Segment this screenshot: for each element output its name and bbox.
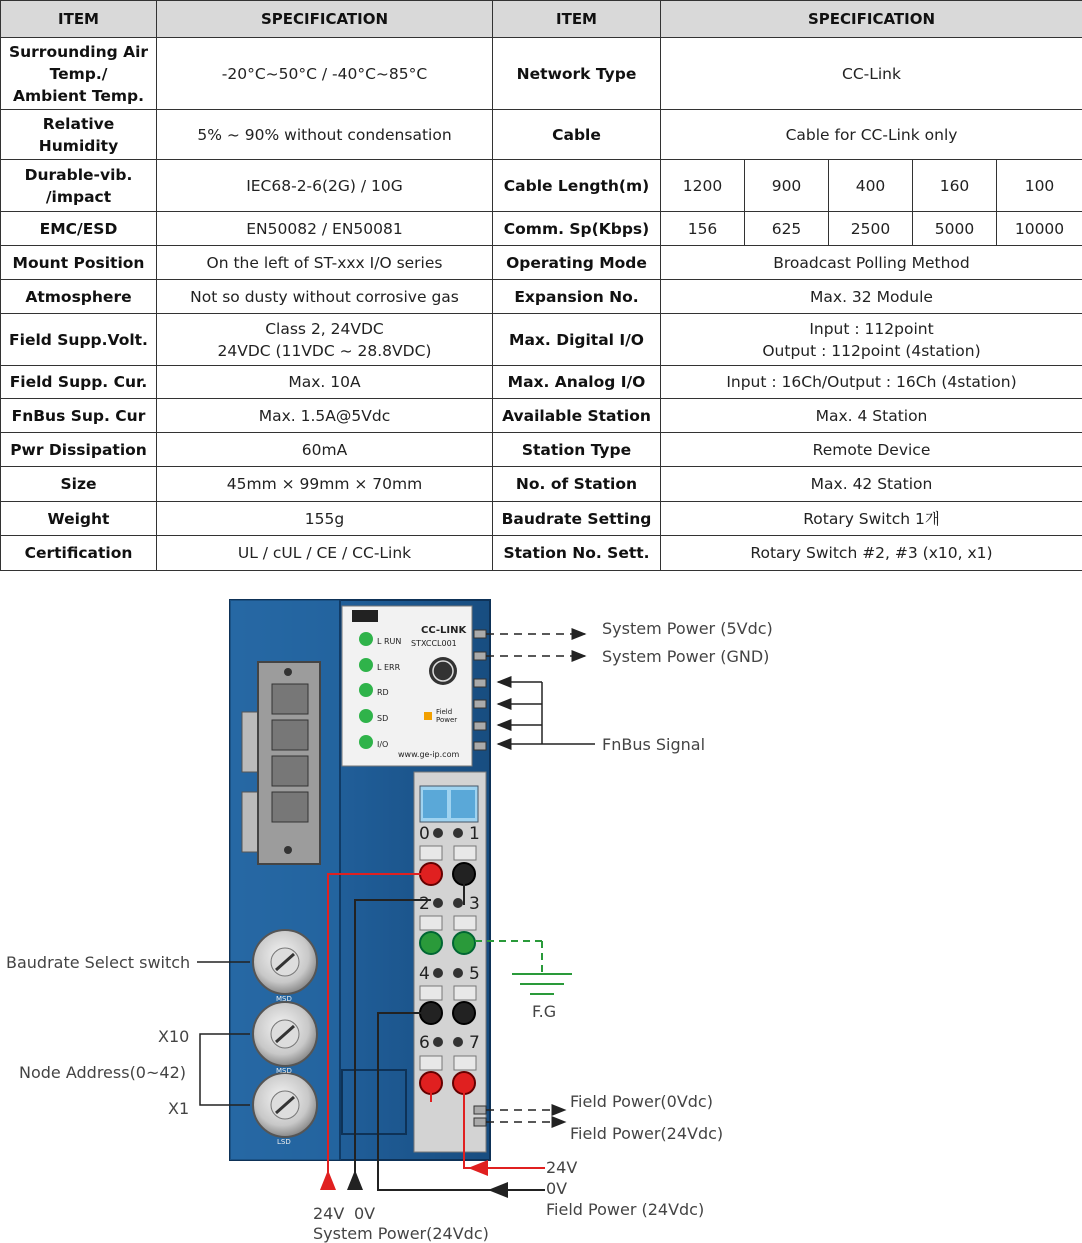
- row-item: Station No. Sett.: [493, 536, 661, 571]
- channel-label-0: 0: [419, 824, 430, 844]
- table-row: [1, 38, 1082, 110]
- row-spec: Max. 42 Station: [661, 467, 1082, 502]
- led-sd: [359, 709, 373, 723]
- comm-speed-value: 10000: [997, 212, 1082, 246]
- led-label-l-err: L ERR: [377, 663, 401, 672]
- table-row: [1, 110, 1082, 160]
- row-spec: EN50082 / EN50081: [157, 212, 493, 246]
- channel-label-1: 1: [469, 824, 480, 844]
- row-spec: Max. 4 Station: [661, 399, 1082, 433]
- row-spec: Max. 10A: [157, 366, 493, 399]
- row-item: Network Type: [493, 38, 661, 110]
- row-item: Weight: [1, 502, 157, 536]
- led-label-sd: SD: [377, 714, 389, 723]
- row-item: Max. Digital I/O: [493, 314, 661, 366]
- field-power-arrows: [486, 1110, 565, 1122]
- row-spec: Class 2, 24VDC 24VDC (11VDC ~ 28.8VDC): [157, 314, 493, 366]
- row-item: Field Supp. Cur.: [1, 366, 157, 399]
- table-row: [1, 246, 1082, 280]
- table-row: [1, 536, 1082, 571]
- row-spec: Input : 112point Output : 112point (4station): [661, 314, 1082, 366]
- channel-label-5: 5: [469, 964, 480, 984]
- label-field-power-24vdc: Field Power (24Vdc): [546, 1200, 705, 1219]
- channel-display: [420, 786, 478, 822]
- cable-length-value: 1200: [661, 160, 745, 212]
- module-model: STXCCL001: [411, 639, 457, 648]
- row-spec: Rotary Switch 1개: [661, 502, 1082, 536]
- row-item: Mount Position: [1, 246, 157, 280]
- comm-speed-value: 625: [745, 212, 829, 246]
- led-label-l-run: L RUN: [377, 637, 402, 646]
- table-row: [1, 467, 1082, 502]
- terminal-3: [453, 932, 475, 954]
- comm-speed-value: 156: [661, 212, 745, 246]
- row-item: Durable-vib. /impact: [1, 160, 157, 212]
- wiring-diagram-svg: [0, 572, 1082, 1243]
- row-spec: Rotary Switch #2, #3 (x10, x1): [661, 536, 1082, 571]
- header-specification: SPECIFICATION: [661, 1, 1082, 38]
- row-spec: IEC68-2-6(2G) / 10G: [157, 160, 493, 212]
- label-fg: F.G: [532, 1002, 557, 1021]
- label-baudrate-switch: Baudrate Select switch: [6, 953, 191, 972]
- channel-label-3: 3: [469, 894, 480, 914]
- row-item: Baudrate Setting: [493, 502, 661, 536]
- header-item: ITEM: [493, 1, 661, 38]
- row-item: Size: [1, 467, 157, 502]
- row-spec: UL / cUL / CE / CC-Link: [157, 536, 493, 571]
- cable-length-value: 100: [997, 160, 1082, 212]
- label-sys-0v: 0V: [354, 1204, 376, 1223]
- led-label-field-power: Field Power: [436, 708, 458, 724]
- module-website: www.ge-ip.com: [398, 750, 460, 759]
- led-label-rd: RD: [377, 688, 389, 697]
- table-row: [1, 212, 1082, 246]
- switch-label-lsd: LSD: [277, 1138, 291, 1146]
- header-item: ITEM: [1, 1, 157, 38]
- led-field-power: [424, 712, 432, 720]
- terminal-2: [420, 932, 442, 954]
- label-node-address: Node Address(0~42): [19, 1063, 186, 1082]
- label-field-power-24v: Field Power(24Vdc): [570, 1124, 724, 1143]
- row-spec: Cable for CC-Link only: [661, 110, 1082, 160]
- label-system-power-5v: System Power (5Vdc): [602, 619, 773, 638]
- row-spec: CC-Link: [661, 38, 1082, 110]
- row-spec: 155g: [157, 502, 493, 536]
- table-row: [1, 280, 1082, 314]
- comm-speed-value: 5000: [913, 212, 997, 246]
- led-l-run: [359, 632, 373, 646]
- row-item: Station Type: [493, 433, 661, 467]
- label-sys-24v: 24V: [313, 1204, 345, 1223]
- module-brand: CC-LINK: [421, 625, 467, 636]
- row-spec: Not so dusty without corrosive gas: [157, 280, 493, 314]
- row-item: Pwr Dissipation: [1, 433, 157, 467]
- row-item: Field Supp.Volt.: [1, 314, 157, 366]
- row-spec: On the left of ST-xxx I/O series: [157, 246, 493, 280]
- switch-label-msd: MSD: [276, 1067, 292, 1075]
- label-fnbus-signal: FnBus Signal: [602, 735, 706, 754]
- label-x10: X10: [158, 1027, 190, 1046]
- row-spec: 5% ~ 90% without condensation: [157, 110, 493, 160]
- spec-table: [0, 0, 1082, 571]
- row-spec: Remote Device: [661, 433, 1082, 467]
- row-spec: 45mm × 99mm × 70mm: [157, 467, 493, 502]
- led-rd: [359, 683, 373, 697]
- row-spec: Max. 1.5A@5Vdc: [157, 399, 493, 433]
- terminal-5: [453, 1002, 475, 1024]
- label-0v: 0V: [546, 1179, 568, 1198]
- row-item: Available Station: [493, 399, 661, 433]
- row-item: Atmosphere: [1, 280, 157, 314]
- label-field-power-0v: Field Power(0Vdc): [570, 1092, 713, 1111]
- channel-label-2: 2: [419, 894, 430, 914]
- led-io: [359, 735, 373, 749]
- cable-length-value: 160: [913, 160, 997, 212]
- led-label-io: I/O: [377, 740, 389, 749]
- row-item: Certification: [1, 536, 157, 571]
- label-x1: X1: [168, 1099, 190, 1118]
- table-row: [1, 160, 1082, 212]
- comm-speed-value: 2500: [829, 212, 913, 246]
- row-item: Cable Length(m): [493, 160, 661, 212]
- row-item: Comm. Sp(Kbps): [493, 212, 661, 246]
- table-row: [1, 314, 1082, 366]
- system-power-arrows: [486, 634, 585, 656]
- row-spec: Max. 32 Module: [661, 280, 1082, 314]
- cable-length-value: 900: [745, 160, 829, 212]
- fnbus-arrows: [498, 682, 595, 744]
- led-l-err: [359, 658, 373, 672]
- row-spec: 60mA: [157, 433, 493, 467]
- row-item: No. of Station: [493, 467, 661, 502]
- row-item: Relative Humidity: [1, 110, 157, 160]
- row-item: Operating Mode: [493, 246, 661, 280]
- row-spec: Broadcast Polling Method: [661, 246, 1082, 280]
- row-item: Max. Analog I/O: [493, 366, 661, 399]
- table-row: [1, 399, 1082, 433]
- channel-label-7: 7: [469, 1033, 480, 1053]
- table-header-row: [1, 1, 1082, 38]
- row-spec: -20°C~50°C / -40°C~85°C: [157, 38, 493, 110]
- switch-label-msd: MSD: [276, 995, 292, 1003]
- table-row: [1, 502, 1082, 536]
- label-24v: 24V: [546, 1158, 578, 1177]
- row-item: Surrounding Air Temp./ Ambient Temp.: [1, 38, 157, 110]
- label-system-power-gnd: System Power (GND): [602, 647, 770, 666]
- wiring-diagram: [0, 572, 1082, 1243]
- row-item: EMC/ESD: [1, 212, 157, 246]
- row-item: Cable: [493, 110, 661, 160]
- label-system-power-24vdc: System Power(24Vdc): [313, 1224, 489, 1243]
- table-row: [1, 433, 1082, 467]
- channel-label-6: 6: [419, 1033, 430, 1053]
- row-item: FnBus Sup. Cur: [1, 399, 157, 433]
- header-specification: SPECIFICATION: [157, 1, 493, 38]
- row-spec: Input : 16Ch/Output : 16Ch (4station): [661, 366, 1082, 399]
- table-row: [1, 366, 1082, 399]
- channel-label-4: 4: [419, 964, 430, 984]
- row-item: Expansion No.: [493, 280, 661, 314]
- cable-length-value: 400: [829, 160, 913, 212]
